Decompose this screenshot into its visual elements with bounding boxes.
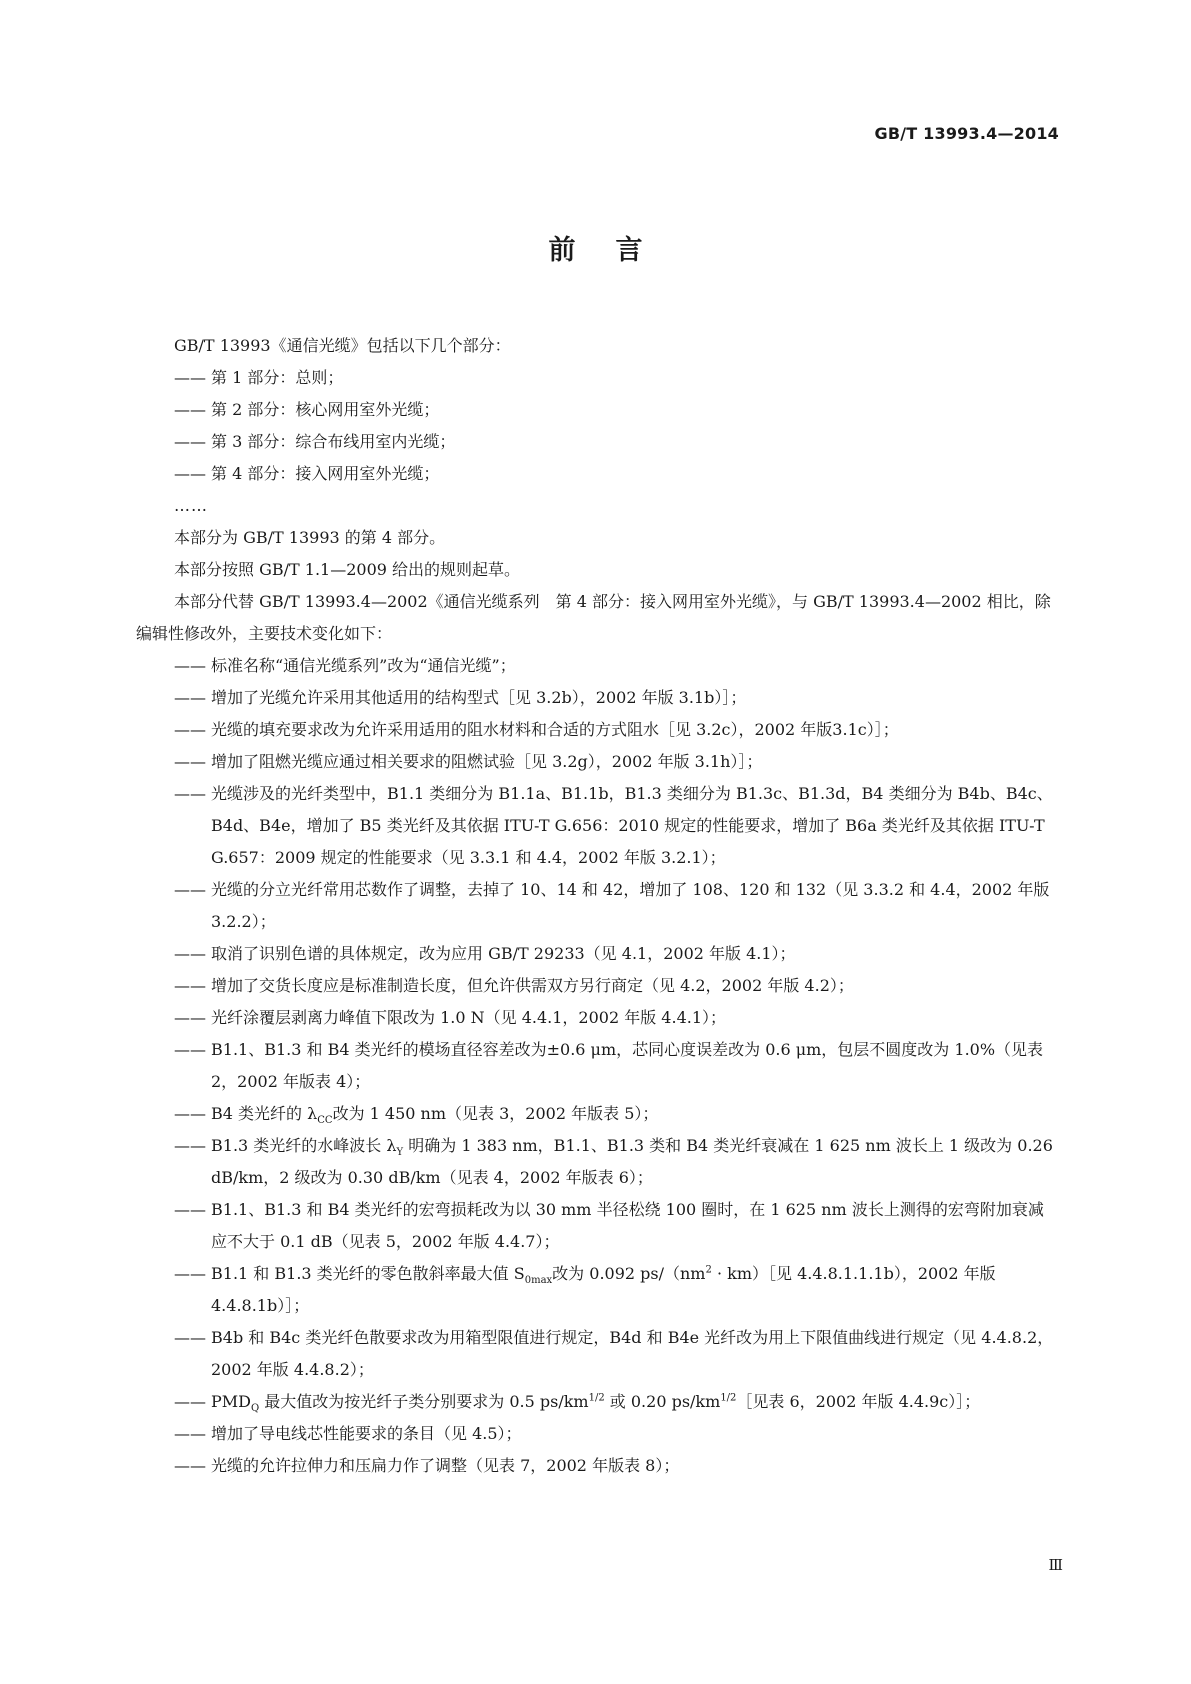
document-body	[136, 330, 1057, 1482]
standard-code: GB/T 13993.4—2014	[874, 124, 1059, 143]
list-item: —— 取消了识别色谱的具体规定，改为应用 GB/T 29233（见 4.1，2002 年版 4.1）；	[174, 944, 796, 963]
replacement-statement: 本部分代替 GB/T 13993.4—2002《通信光缆系列 第 4 部分：接入网用室外光缆》，与 GB/T 13993.4—2002 相比，除编辑性修改外，主要技术变化如下：	[136, 592, 1051, 643]
list-item: —— B1.1、B1.3 和 B4 类光纤的模场直径容差改为±0.6 μm，芯同心度误差改为 0.6 μm，包层不圆度改为 1.0%（见表 2，2002 年版表 4）；	[174, 1040, 1044, 1091]
list-item: —— 光缆的分立光纤常用芯数作了调整，去掉了 10、14 和 42，增加了 108、120 和 132（见 3.3.2 和 4.4，2002 年版 3.2.2）；	[174, 880, 1050, 931]
list-item: —— 第 3 部分：综合布线用室内光缆；	[174, 432, 456, 451]
parts-list	[136, 362, 1057, 490]
list-item: —— 增加了交货长度应是标准制造长度，但允许供需双方另行商定（见 4.2，2002 年版 4.2）；	[174, 976, 854, 995]
list-item: —— B4 类光纤的 $\lambda_{CC}$改为 1 450 nm（见表 3，2002 年版表 5）；	[174, 1104, 659, 1127]
list-item: —— 光缆的填充要求改为允许采用适用的阻水材料和合适的方式阻水［见 3.2c），2002 年版3.1c）］；	[174, 720, 899, 739]
list-item: —— 标准名称“通信光缆系列”改为“通信光缆”；	[174, 656, 516, 675]
list-item: —— 增加了阻燃光缆应通过相关要求的阻燃试验［见 3.2g），2002 年版 3.1h）］；	[174, 752, 763, 771]
list-item: —— B1.1 和 B1.3 类光纤的零色散斜率最大值 $S_{0max}$改为 0.092 $ps/(nm^2$ · km）［见 4.4.8.1.1.1b），2002 年版 4.4.8.1b）］；	[174, 1264, 996, 1315]
list-item: —— 第 1 部分：总则；	[174, 368, 344, 387]
page-number: Ⅲ	[1048, 1556, 1063, 1574]
list-item: —— B4b 和 B4c 类光纤色散要求改为用箱型限值进行规定，B4d 和 B4e 光纤改为用上下限值曲线进行规定（见 4.4.8.2，2002 年版 4.4.8.2）；	[174, 1328, 1054, 1379]
intro-paragraph: GB/T 13993《通信光缆》包括以下几个部分：	[174, 336, 511, 355]
list-item: —— 增加了导电线芯性能要求的条目（见 4.5）；	[174, 1424, 522, 1443]
list-item: —— 光缆涉及的光纤类型中，B1.1 类细分为 B1.1a、B1.1b，B1.3 类细分为 B1.3c、B1.3d，B4 类细分为 B4b、B4c、B4d、B4e，增加了 B5 类光纤及其依据 ITU-T G.656：2010 规定的性能要求，增加了 B6a 类光纤及其依据 ITU-T G.657：2009 规定的性能要求（见 3.3.1 和 4.4，2002 年版 3.2.1）；	[174, 784, 1053, 867]
list-item: —— B1.1、B1.3 和 B4 类光纤的宏弯损耗改为以 30 mm 半径松绕 100 圈时，在 1 625 nm 波长上测得的宏弯附加衰减应不大于 0.1 dB（见表 5，2002 年版 4.4.7）；	[174, 1200, 1044, 1251]
ellipsis: ……	[174, 496, 208, 515]
drafting-rules: 本部分按照 GB/T 1.1—2009 给出的规则起草。	[174, 560, 521, 579]
list-item: —— 光纤涂覆层剥离力峰值下限改为 1.0 N（见 4.4.1，2002 年版 4.4.1）；	[174, 1008, 727, 1027]
page-title: 前言	[548, 235, 683, 266]
part-statement: 本部分为 GB/T 13993 的第 4 部分。	[174, 528, 446, 547]
list-item: —— 增加了光缆允许采用其他适用的结构型式［见 3.2b），2002 年版 3.1b）］；	[174, 688, 747, 707]
list-item: —— 第 4 部分：接入网用室外光缆；	[174, 464, 440, 483]
changes-list	[136, 650, 1057, 1482]
list-item: —— 光缆的允许拉伸力和压扁力作了调整（见表 7，2002 年版表 8）；	[174, 1456, 680, 1475]
list-item: —— B1.3 类光纤的水峰波长 $\lambda_Y$ 明确为 1 383 nm，B1.1、B1.3 类和 B4 类光纤衰减在 1 625 nm 波长上 1 级改为 0.26 dB/km，2 级改为 0.30 dB/km（见表 4，2002 年版表 6）；	[174, 1136, 1053, 1187]
list-item: —— $PMD_Q$ 最大值改为按光纤子类分别要求为 0.5 $ps/km^{1/2}$ 或 0.20 $ps/km^{1/2}[$见表 6，2002 年版 4.4.9c）］；	[174, 1392, 981, 1415]
list-item: —— 第 2 部分：核心网用室外光缆；	[174, 400, 440, 419]
